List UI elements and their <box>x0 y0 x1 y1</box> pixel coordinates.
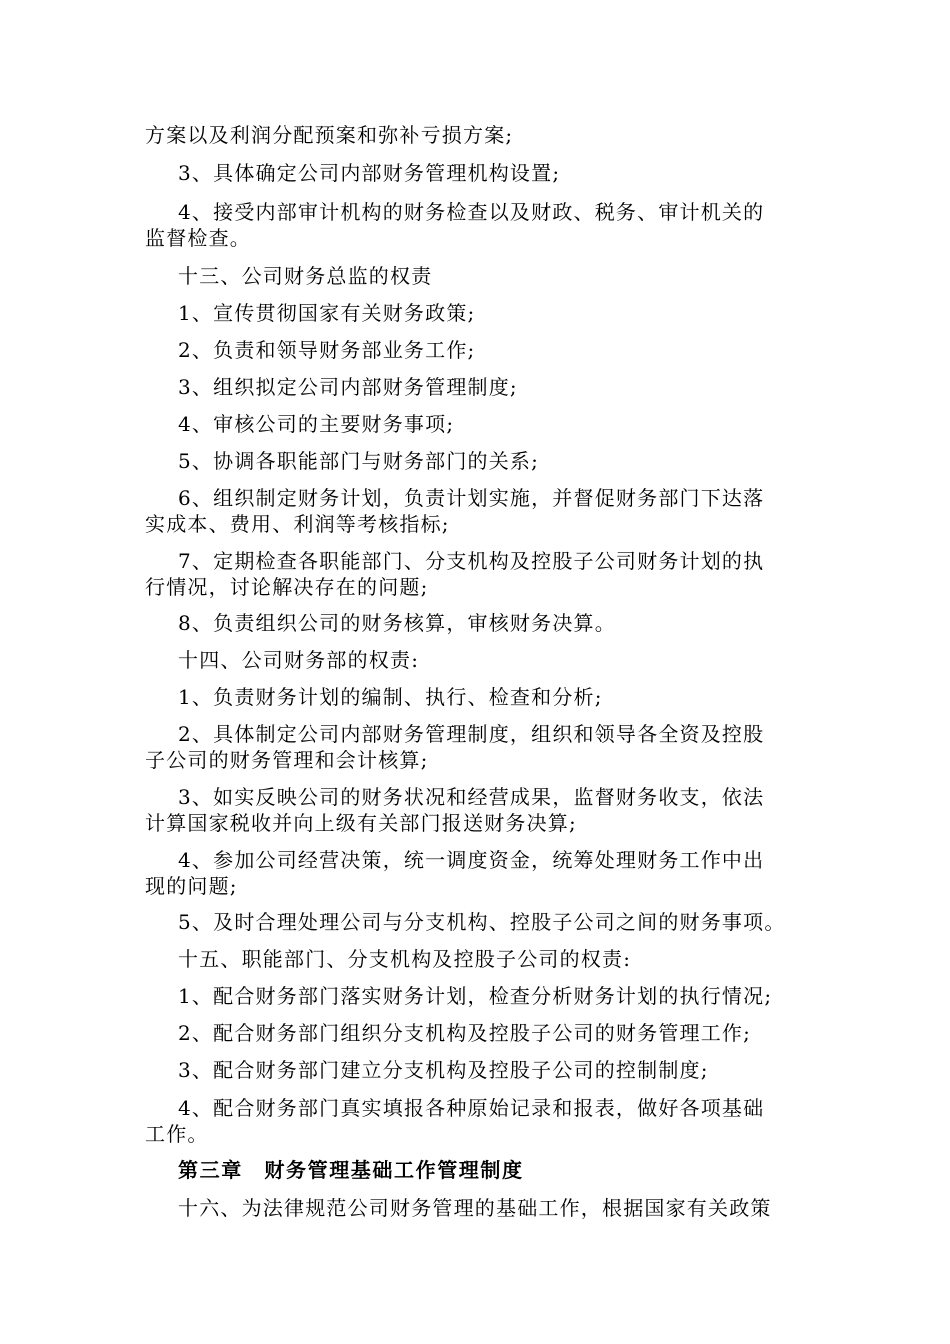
text-line: 4、配合财务部门真实填报各种原始记录和报表，做好各项基础 <box>178 1096 765 1120</box>
text-line: 计算国家税收并向上级有关部门报送财务决算; <box>145 811 577 835</box>
text-line: 6、组织制定财务计划，负责计划实施，并督促财务部门下达落 <box>178 486 765 510</box>
text-line: 工作。 <box>145 1122 209 1146</box>
text-line: 方案以及利润分配预案和弥补亏损方案; <box>145 123 514 147</box>
text-line: 5、协调各职能部门与财务部门的关系; <box>178 449 540 473</box>
text-line: 实成本、费用、利润等考核指标; <box>145 512 450 536</box>
chapter-heading: 第三章 财务管理基础工作管理制度 <box>178 1158 524 1182</box>
text-line: 1、配合财务部门落实财务计划，检查分析财务计划的执行情况; <box>178 984 773 1008</box>
section-heading: 十四、公司财务部的权责: <box>178 648 420 672</box>
text-line: 子公司的财务管理和会计核算; <box>145 748 429 772</box>
text-line: 4、接受内部审计机构的财务检查以及财政、税务、审计机关的 <box>178 200 765 224</box>
text-line: 4、审核公司的主要财务事项; <box>178 412 455 436</box>
text-line: 3、如实反映公司的财务状况和经营成果，监督财务收支，依法 <box>178 785 765 809</box>
text-line: 8、负责组织公司的财务核算，审核财务决算。 <box>178 611 616 635</box>
text-line: 2、配合财务部门组织分支机构及控股子公司的财务管理工作; <box>178 1021 752 1045</box>
text-line: 行情况，讨论解决存在的问题; <box>145 575 429 599</box>
text-line: 现的问题; <box>145 874 238 898</box>
section-heading: 十五、职能部门、分支机构及控股子公司的权责: <box>178 947 632 971</box>
section-heading: 十三、公司财务总监的权责 <box>178 264 433 288</box>
text-line: 4、参加公司经营决策，统一调度资金，统筹处理财务工作中出 <box>178 848 765 872</box>
text-line: 十六、为法律规范公司财务管理的基础工作，根据国家有关政策 <box>178 1196 772 1220</box>
text-line: 监督检查。 <box>145 226 251 250</box>
text-line: 3、具体确定公司内部财务管理机构设置; <box>178 161 561 185</box>
text-line: 7、定期检查各职能部门、分支机构及控股子公司财务计划的执 <box>178 549 765 573</box>
text-line: 2、具体制定公司内部财务管理制度，组织和领导各全资及控股 <box>178 722 765 746</box>
text-line: 2、负责和领导财务部业务工作; <box>178 338 476 362</box>
text-line: 3、配合财务部门建立分支机构及控股子公司的控制制度; <box>178 1058 709 1082</box>
text-line: 5、及时合理处理公司与分支机构、控股子公司之间的财务事项。 <box>178 910 786 934</box>
text-line: 1、宣传贯彻国家有关财务政策; <box>178 301 476 325</box>
text-line: 1、负责财务计划的编制、执行、检查和分析; <box>178 685 603 709</box>
text-line: 3、组织拟定公司内部财务管理制度; <box>178 375 518 399</box>
